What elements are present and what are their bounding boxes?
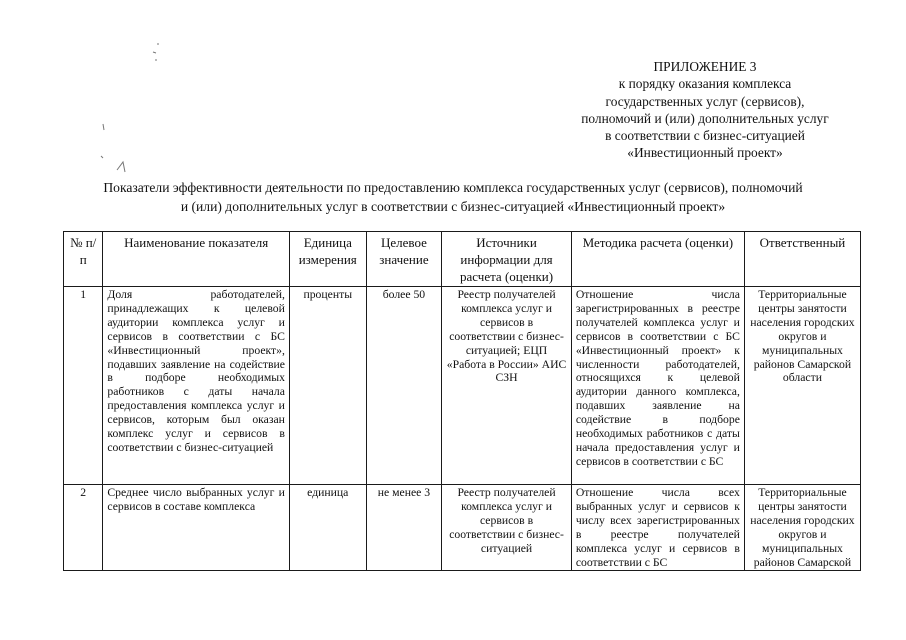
column-header-target: Целевое значение xyxy=(366,232,442,287)
table-header-row xyxy=(64,232,861,287)
cell-responsible: Территориальные центры занятости населения городских округов и муниципальных районов Самарской области xyxy=(744,287,860,485)
appendix-line: полномочий и (или) дополнительных услуг xyxy=(581,110,829,126)
appendix-block xyxy=(555,58,855,162)
cell-target: более 50 xyxy=(366,287,442,485)
column-header-unit: Единица измерения xyxy=(289,232,366,287)
title-line: и (или) дополнительных услуг в соответствии с бизнес-ситуацией «Инвестиционный проект» xyxy=(180,199,726,214)
column-header-number: № п/п xyxy=(64,232,103,287)
column-header-sources: Источники информации для расчета (оценки) xyxy=(442,232,572,287)
cell-method: Отношение числа зарегистрированных в реестре получателей комплекса услуг и сервисов в соответствии с БС «Инвестиционный проект» к численности работодателей, относящихся к целевой аудитории данного комплекса, подавших заявление на содействие в подборе необходимых работников с даты начала предоставления услуг и сервисов в соответствии с БС xyxy=(571,287,744,485)
cell-sources: Реестр получателей комплекса услуг и сервисов в соответствии с бизнес-ситуацией; ЕЦП «Работа в России» АИС СЗН xyxy=(442,287,572,485)
appendix-line: в соответствии с бизнес-ситуацией xyxy=(605,128,805,144)
appendix-line: государственных услуг (сервисов), xyxy=(605,93,805,109)
scan-noise-marks xyxy=(95,38,175,188)
cell-name: Доля работодателей, принадлежащих к целевой аудитории комплекса услуг и сервисов в соответствии с БС «Инвестиционный проект», подавших заявление на содействие в подборе необходимых работников с даты начала предоставления комплекса услуг и сервисов, которым был оказан комплекс услуг и сервисов в соответствии с бизнес-ситуацией xyxy=(103,287,290,485)
indicators-table xyxy=(63,231,861,571)
cell-name: Среднее число выбранных услуг и сервисов в составе комплекса xyxy=(103,485,290,571)
cell-method: Отношение числа всех выбранных услуг и сервисов к числу всех зарегистрированных в реестре получателей комплекса услуг и сервисов в соответствии с БС xyxy=(571,485,744,571)
column-header-responsible: Ответственный xyxy=(744,232,860,287)
title-line: Показатели эффективности деятельности по предоставлению комплекса государственных услуг (сервисов), полномочий xyxy=(103,180,803,195)
appendix-line: к порядку оказания комплекса xyxy=(618,76,792,92)
cell-unit: единица xyxy=(289,485,366,571)
column-header-method: Методика расчета (оценки) xyxy=(571,232,744,287)
column-header-name: Наименование показателя xyxy=(103,232,290,287)
cell-sources: Реестр получателей комплекса услуг и сервисов в соответствии с бизнес-ситуацией xyxy=(442,485,572,571)
appendix-line: «Инвестиционный проект» xyxy=(627,145,783,161)
table-row xyxy=(64,485,861,571)
cell-number: 2 xyxy=(64,485,103,571)
cell-responsible: Территориальные центры занятости населения городских округов и муниципальных районов Самарской xyxy=(744,485,860,571)
cell-number: 1 xyxy=(64,287,103,485)
cell-target: не менее 3 xyxy=(366,485,442,571)
cell-unit: проценты xyxy=(289,287,366,485)
appendix-number: ПРИЛОЖЕНИЕ 3 xyxy=(653,59,757,74)
document-title xyxy=(40,178,866,216)
table-row xyxy=(64,287,861,485)
